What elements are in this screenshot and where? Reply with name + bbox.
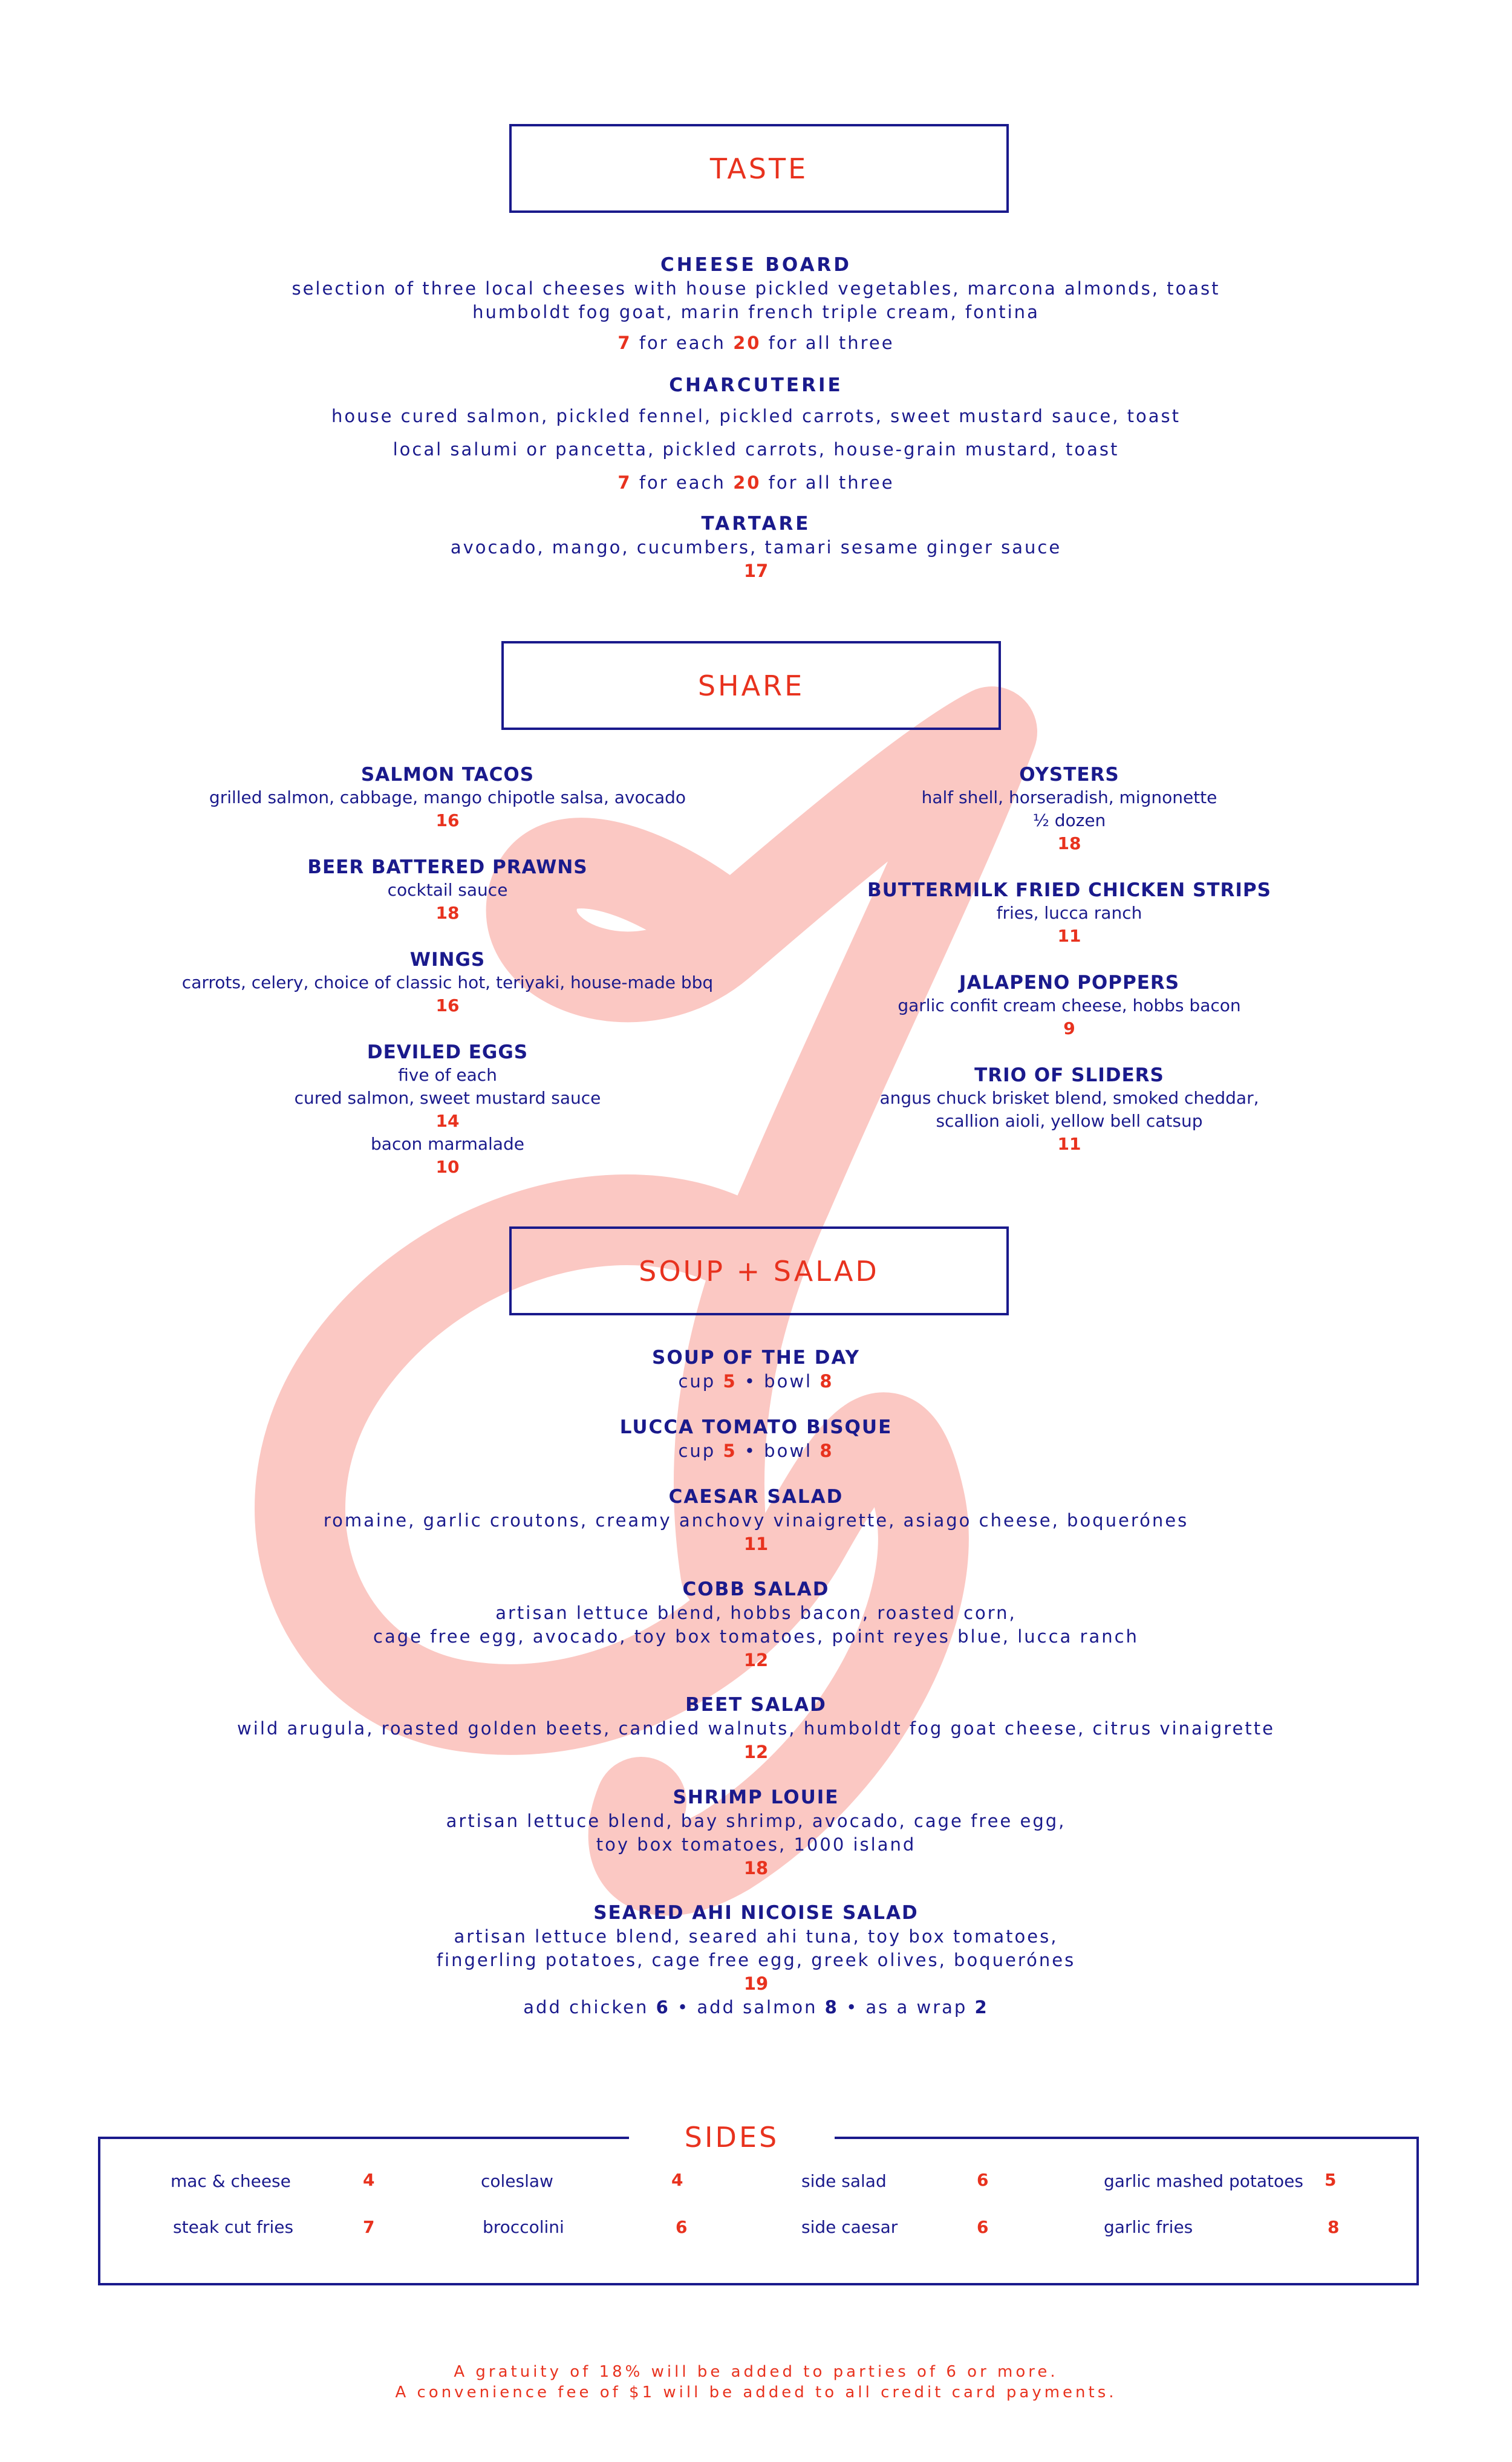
item-desc: wild arugula, roasted golden beets, candied walnuts, humboldt fog goat cheese, citrus vinaigrette xyxy=(237,1718,1275,1739)
item-title: SOUP OF THE DAY xyxy=(652,1347,860,1369)
share-item xyxy=(145,948,750,1041)
item-title: TRIO OF SLIDERS xyxy=(974,1064,1164,1086)
wrap-price: 2 xyxy=(974,1997,989,2017)
side-item-name: side caesar xyxy=(801,2217,898,2237)
item-title: DEVILED EGGS xyxy=(367,1041,529,1063)
share-heading-box xyxy=(501,641,1001,730)
item-title: BUTTERMILK FRIED CHICKEN STRIPS xyxy=(867,879,1271,901)
item-price: 11 xyxy=(1057,926,1081,946)
item-title: OYSTERS xyxy=(1019,764,1119,786)
share-heading: SHARE xyxy=(697,669,805,702)
beet-item xyxy=(0,1693,1512,1785)
sides-heading: SIDES xyxy=(629,2118,835,2157)
wrap-label: • as a wrap xyxy=(838,1997,975,2017)
soup-salad-heading-box xyxy=(509,1226,1009,1315)
item-price-line xyxy=(0,1439,1512,1463)
item-price-line xyxy=(0,471,1512,495)
bowl-price: 8 xyxy=(820,1441,834,1461)
item-price: 18 xyxy=(435,903,460,923)
item-desc: fries, lucca ranch xyxy=(996,903,1142,923)
sides-box xyxy=(98,2137,1419,2285)
cobb-item xyxy=(0,1577,1512,1693)
all-text: for all three xyxy=(761,472,894,493)
item-title: SALMON TACOS xyxy=(360,764,535,786)
item-desc: five of each xyxy=(398,1065,497,1085)
tartare-item xyxy=(0,512,1512,583)
item-title: SEARED AHI NICOISE SALAD xyxy=(593,1902,919,1924)
item-desc: ½ dozen xyxy=(1032,810,1106,830)
side-item-price: 4 xyxy=(363,2170,375,2190)
side-item-name: mac & cheese xyxy=(171,2171,291,2191)
soup-salad-section xyxy=(0,1346,1512,2019)
price-all: 20 xyxy=(733,472,761,493)
item-price: 12 xyxy=(743,1742,769,1762)
bisque-item xyxy=(0,1415,1512,1485)
item-title: BEET SALAD xyxy=(685,1694,827,1716)
share-left-column xyxy=(145,763,750,1179)
item-desc: house cured salmon, pickled fennel, pickled carrots, sweet mustard sauce, toast xyxy=(331,406,1181,426)
taste-heading: TASTE xyxy=(709,152,809,185)
item-price: 19 xyxy=(743,1973,769,1994)
oysters-item xyxy=(767,763,1372,879)
deviled-eggs-item xyxy=(145,1041,750,1179)
item-title: SHRIMP LOUIE xyxy=(673,1786,839,1808)
each-text: for each xyxy=(631,472,734,493)
item-desc: artisan lettuce blend, hobbs bacon, roasted corn, xyxy=(495,1603,1017,1623)
share-item xyxy=(767,879,1372,971)
cup-price: 5 xyxy=(723,1441,737,1461)
price-each: 7 xyxy=(618,333,632,353)
cup-price: 5 xyxy=(723,1371,737,1392)
item-desc: bacon marmalade xyxy=(371,1134,524,1154)
item-desc: cage free egg, avocado, toy box tomatoes, point reyes blue, lucca ranch xyxy=(373,1626,1139,1647)
item-desc: toy box tomatoes, 1000 island xyxy=(596,1834,916,1855)
all-text: for all three xyxy=(761,333,894,353)
cheese-board-item xyxy=(0,253,1512,355)
side-item-name: coleslaw xyxy=(481,2171,553,2191)
cup-label: cup xyxy=(678,1371,723,1392)
item-price: 18 xyxy=(743,1858,769,1878)
item-desc: fingerling potatoes, cage free egg, greek olives, boquerónes xyxy=(436,1950,1076,1970)
item-price-line xyxy=(0,1370,1512,1393)
soup-day-item xyxy=(0,1346,1512,1415)
item-desc: grilled salmon, cabbage, mango chipotle salsa, avocado xyxy=(209,787,686,807)
bowl-price: 8 xyxy=(820,1371,834,1392)
share-right-column xyxy=(767,763,1372,1156)
side-item-price: 4 xyxy=(671,2170,683,2190)
item-title: CHEESE BOARD xyxy=(660,254,852,276)
item-desc: garlic confit cream cheese, hobbs bacon xyxy=(898,995,1241,1015)
item-title: LUCCA TOMATO BISQUE xyxy=(619,1416,893,1438)
item-desc: local salumi or pancetta, pickled carrots, house-grain mustard, toast xyxy=(393,439,1119,460)
bowl-label: • bowl xyxy=(737,1371,820,1392)
soup-salad-heading: SOUP + SALAD xyxy=(639,1254,879,1288)
item-price-line xyxy=(0,331,1512,355)
side-item-price: 7 xyxy=(363,2217,375,2237)
side-item-price: 6 xyxy=(977,2217,989,2237)
item-desc: avocado, mango, cucumbers, tamari sesame ginger sauce xyxy=(450,537,1062,558)
convenience-fee-note: A convenience fee of $1 will be added to all credit card payments. xyxy=(395,2383,1117,2402)
bowl-label: • bowl xyxy=(737,1441,820,1461)
side-item-price: 8 xyxy=(1328,2217,1340,2237)
share-item xyxy=(145,763,750,856)
item-desc: artisan lettuce blend, bay shrimp, avocado, cage free egg, xyxy=(446,1811,1066,1831)
item-price: 17 xyxy=(743,561,769,581)
side-item-name: steak cut fries xyxy=(173,2217,294,2237)
item-price: 16 xyxy=(435,810,460,830)
item-title: CHARCUTERIE xyxy=(669,374,843,396)
item-desc: cured salmon, sweet mustard sauce xyxy=(294,1088,601,1108)
side-item-name: side salad xyxy=(801,2171,887,2191)
item-price: 18 xyxy=(1057,833,1081,853)
item-title: JALAPENO POPPERS xyxy=(959,972,1180,994)
caesar-item xyxy=(0,1485,1512,1577)
ahi-item xyxy=(0,1901,1512,2019)
share-item xyxy=(767,971,1372,1064)
item-desc: artisan lettuce blend, seared ahi tuna, toy box tomatoes, xyxy=(454,1926,1058,1947)
side-item-price: 5 xyxy=(1325,2170,1337,2190)
taste-section xyxy=(0,253,1512,583)
item-desc: cocktail sauce xyxy=(387,880,508,900)
gratuity-note: A gratuity of 18% will be added to parties of 6 or more. xyxy=(454,2363,1058,2381)
item-desc: scallion aioli, yellow bell catsup xyxy=(936,1111,1203,1131)
item-title: BEER BATTERED PRAWNS xyxy=(307,856,588,878)
item-desc: angus chuck brisket blend, smoked cheddar, xyxy=(879,1088,1259,1108)
addons-line xyxy=(0,1996,1512,2019)
taste-heading-box xyxy=(509,124,1009,213)
salmon-label: • add salmon xyxy=(670,1997,825,2017)
share-item xyxy=(145,856,750,948)
item-price: 12 xyxy=(743,1650,769,1670)
louie-item xyxy=(0,1785,1512,1901)
side-item-name: broccolini xyxy=(483,2217,564,2237)
item-price: 14 xyxy=(435,1111,460,1131)
side-item-name: garlic mashed potatoes xyxy=(1104,2171,1303,2191)
item-desc: romaine, garlic croutons, creamy anchovy vinaigrette, asiago cheese, boquerónes xyxy=(323,1510,1189,1531)
item-title: COBB SALAD xyxy=(682,1578,830,1600)
each-text: for each xyxy=(631,333,734,353)
item-title: TARTARE xyxy=(701,513,811,535)
cup-label: cup xyxy=(678,1441,723,1461)
salmon-price: 8 xyxy=(824,1997,839,2017)
side-item-price: 6 xyxy=(977,2170,989,2190)
charcuterie-item xyxy=(0,373,1512,495)
item-price: 9 xyxy=(1063,1018,1075,1038)
item-price: 11 xyxy=(743,1534,769,1554)
item-price: 11 xyxy=(1057,1134,1081,1154)
item-desc: carrots, celery, choice of classic hot, teriyaki, house-made bbq xyxy=(181,972,714,992)
item-desc: humboldt fog goat, marin french triple cream, fontina xyxy=(472,302,1040,322)
side-item-price: 6 xyxy=(676,2217,688,2237)
item-title: WINGS xyxy=(409,949,486,971)
price-each: 7 xyxy=(618,472,632,493)
side-item-name: garlic fries xyxy=(1104,2217,1193,2237)
item-desc: selection of three local cheeses with house pickled vegetables, marcona almonds, toast xyxy=(292,278,1220,299)
chicken-price: 6 xyxy=(656,1997,670,2017)
price-all: 20 xyxy=(733,333,761,353)
item-price: 16 xyxy=(435,995,460,1015)
item-price: 10 xyxy=(435,1157,460,1177)
sliders-item xyxy=(767,1064,1372,1156)
chicken-label: add chicken xyxy=(523,1997,656,2017)
item-title: CAESAR SALAD xyxy=(668,1486,844,1508)
item-desc: half shell, horseradish, mignonette xyxy=(921,787,1217,807)
